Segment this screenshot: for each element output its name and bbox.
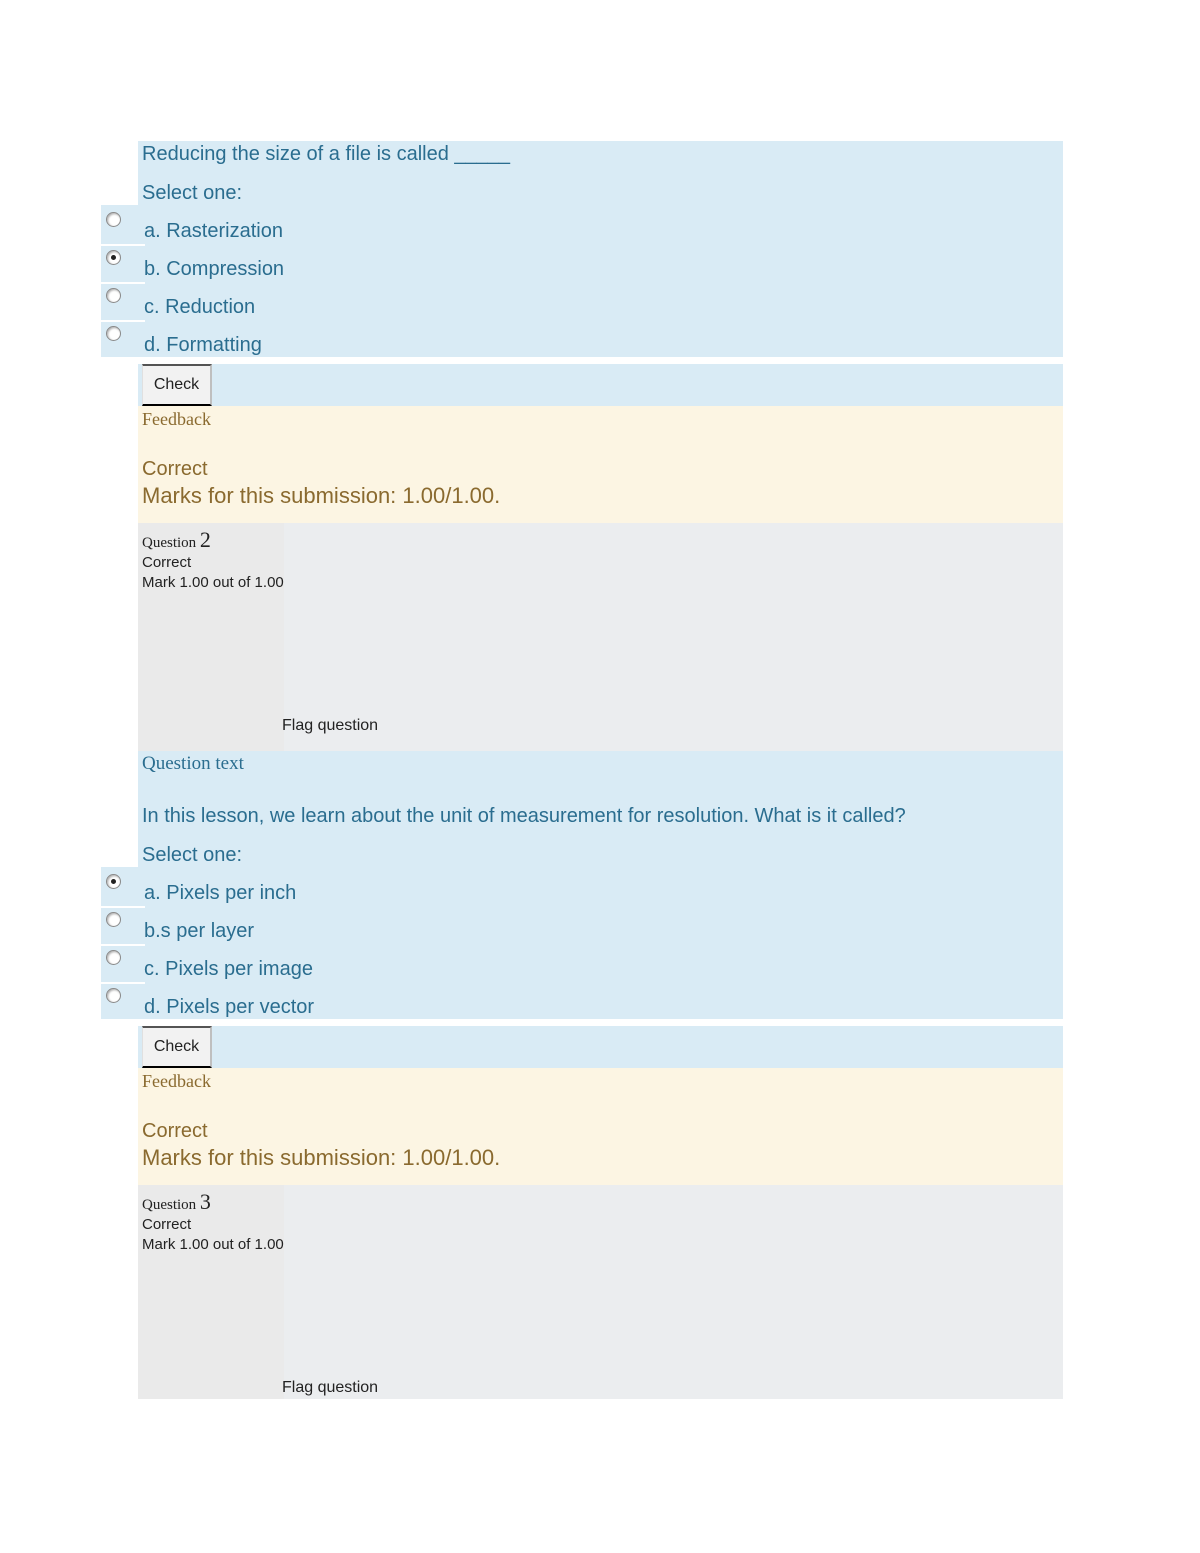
question-2-option-a[interactable]: a. Pixels per inch xyxy=(144,882,297,904)
option-divider xyxy=(101,320,145,322)
question-2-feedback-title: Feedback xyxy=(142,1071,211,1091)
question-1-option-a[interactable]: a. Rasterization xyxy=(144,220,283,242)
question-1-option-d-radio[interactable] xyxy=(106,326,121,341)
question-number: 3 xyxy=(199,1189,211,1214)
question-2-check-button[interactable]: Check xyxy=(142,1026,212,1068)
option-divider xyxy=(101,282,145,284)
question-2-option-c-radio[interactable] xyxy=(106,950,121,965)
question-1-feedback-result: Correct xyxy=(142,458,208,480)
question-2-feedback-result: Correct xyxy=(142,1120,208,1142)
question-1-feedback-title: Feedback xyxy=(142,409,211,429)
option-divider xyxy=(101,944,145,946)
question-1-option-c-radio[interactable] xyxy=(106,288,121,303)
question-2-heading xyxy=(142,527,211,553)
question-1-option-b[interactable]: b. Compression xyxy=(144,258,285,280)
question-2-option-c[interactable]: c. Pixels per image xyxy=(144,958,313,980)
question-1-check-bar xyxy=(138,364,1063,406)
question-2-select-label: Select one: xyxy=(142,844,243,866)
question-2-option-a-radio[interactable] xyxy=(106,874,121,889)
question-2-check-bar xyxy=(138,1026,1063,1068)
question-1-text: Reducing the size of a file is called _____ xyxy=(142,143,511,165)
question-1-check-button[interactable]: Check xyxy=(142,364,212,406)
question-1-option-a-radio[interactable] xyxy=(106,212,121,227)
question-2-option-d[interactable]: d. Pixels per vector xyxy=(144,996,315,1018)
question-2-section-title: Question text xyxy=(142,753,244,774)
question-2-flag-link[interactable]: Flag question xyxy=(282,717,379,734)
question-2-option-b-radio[interactable] xyxy=(106,912,121,927)
option-divider xyxy=(101,244,145,246)
question-1-option-b-radio[interactable] xyxy=(106,250,121,265)
question-1-block xyxy=(138,141,1063,357)
question-word: Question xyxy=(142,1197,197,1213)
question-1-option-c[interactable]: c. Reduction xyxy=(144,296,256,318)
question-2-option-d-radio[interactable] xyxy=(106,988,121,1003)
question-2-state: Correct xyxy=(142,554,192,571)
question-1-option-d[interactable]: d. Formatting xyxy=(144,334,262,356)
question-3-heading xyxy=(142,1189,211,1215)
question-2-mark: Mark 1.00 out of 1.00 xyxy=(142,574,284,591)
question-word: Question xyxy=(142,535,197,551)
question-2-text: In this lesson, we learn about the unit of measurement for resolution. What is it called? xyxy=(142,805,906,827)
option-divider xyxy=(101,982,145,984)
question-3-state: Correct xyxy=(142,1216,192,1233)
question-2-feedback-marks: Marks for this submission: 1.00/1.00. xyxy=(142,1145,501,1170)
question-3-flag-link[interactable]: Flag question xyxy=(282,1379,379,1396)
option-divider xyxy=(101,906,145,908)
question-number: 2 xyxy=(199,527,211,552)
question-1-select-label: Select one: xyxy=(142,182,243,204)
question-3-mark: Mark 1.00 out of 1.00 xyxy=(142,1236,284,1253)
question-1-feedback-marks: Marks for this submission: 1.00/1.00. xyxy=(142,483,501,508)
question-2-option-b[interactable]: b.s per layer xyxy=(144,920,255,942)
